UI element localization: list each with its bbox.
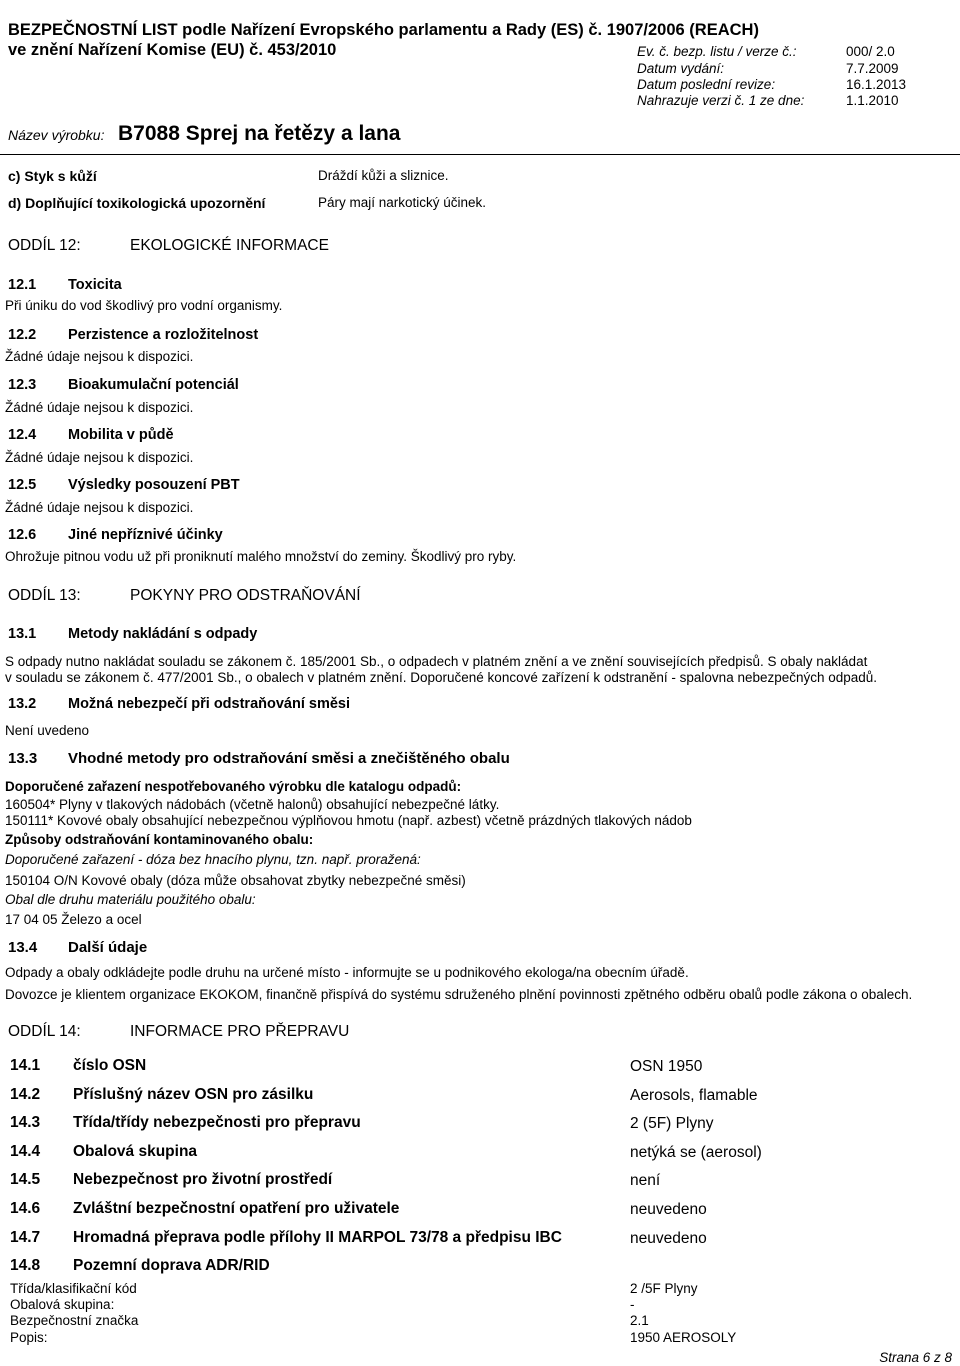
subsection-13-4-line2: Dovozce je klientem organizace EKOKOM, finančně přispívá do systému sdruženého plnění povinnosti zpětného odběru obalů podle zákona o obalech. [5, 987, 913, 1002]
subsection-12-5-num: 12.5 [8, 477, 37, 493]
section-12-title: EKOLOGICKÉ INFORMACE [130, 237, 329, 254]
transport-row-num: 14.6 [10, 1200, 41, 1217]
transport-row-value: neuvedeno [630, 1230, 707, 1247]
section-14-code: ODDÍL 14: [8, 1023, 81, 1040]
meta-label-revision-date: Datum poslední revize: [637, 77, 776, 92]
transport-row-value: neuvedeno [630, 1201, 707, 1218]
adr-label: Obalová skupina: [10, 1297, 115, 1312]
subsection-12-5-text: Žádné údaje nejsou k dispozici. [5, 500, 194, 515]
section-14-title: INFORMACE PRO PŘEPRAVU [130, 1023, 350, 1040]
subsection-12-3-text: Žádné údaje nejsou k dispozici. [5, 400, 194, 415]
meta-label-replaces: Nahrazuje verzi č. 1 ze dne: [637, 93, 805, 108]
subsection-13-1-num: 13.1 [8, 626, 37, 642]
subsection-13-2-text: Není uvedeno [5, 723, 90, 738]
tox-value-skin: Dráždí kůži a sliznice. [318, 168, 449, 183]
subsection-12-5-title: Výsledky posouzení PBT [68, 477, 240, 493]
subsection-13-2-title: Možná nebezpečí při odstraňování směsi [68, 696, 351, 712]
meta-value-version: 000/ 2.0 [846, 44, 895, 59]
adr-value: 2 /5F Plyny [630, 1281, 698, 1296]
product-label: Název výrobku: [8, 127, 105, 143]
adr-value: 2.1 [630, 1313, 649, 1328]
subsection-12-6-text: Ohrožuje pitnou vodu už při proniknutí malého množství do zeminy. Škodlivý pro ryby. [5, 549, 517, 564]
subsection-12-1-title: Toxicita [68, 277, 122, 293]
subsection-13-1-line1: S odpady nutno nakládat souladu se zákonem č. 185/2001 Sb., o odpadech v platném znění a ve znění souvisejících předpisů. S obaly nakládat [5, 654, 868, 669]
transport-row-num: 14.7 [10, 1229, 41, 1246]
adr-label: Třída/klasifikační kód [10, 1281, 137, 1296]
tox-label-skin: c) Styk s kůží [8, 168, 97, 184]
subsection-13-1-line2: v souladu se zákonem č. 477/2001 Sb., o obalech v platném znění. Doporučené koncové zařízení k odstranění - spalovna nebezpečných odpadů. [5, 670, 878, 685]
transport-row-num: 14.1 [10, 1057, 41, 1074]
subsection-13-2-num: 13.2 [8, 696, 37, 712]
contaminated-packaging-note: Doporučené zařazení - dóza bez hnacího plynu, tzn. např. proražená: [5, 852, 421, 867]
transport-row-num: 14.8 [10, 1257, 41, 1274]
transport-row-label: Hromadná přeprava podle přílohy II MARPOL 73/78 a předpisu IBC [73, 1229, 562, 1246]
section-13-code: ODDÍL 13: [8, 587, 81, 604]
adr-value: - [630, 1297, 635, 1312]
subsection-12-1-num: 12.1 [8, 277, 37, 293]
transport-row-label: Pozemní doprava ADR/RID [73, 1257, 270, 1274]
subsection-13-4-num: 13.4 [8, 939, 38, 956]
tox-label-additional: d) Doplňující toxikologická upozornění [8, 195, 266, 211]
transport-row-label: číslo OSN [73, 1057, 147, 1074]
subsection-12-4-num: 12.4 [8, 427, 37, 443]
transport-row-num: 14.5 [10, 1171, 41, 1188]
transport-row-label: Zvláštní bezpečnostní opatření pro uživatele [73, 1200, 400, 1217]
transport-row-label: Obalová skupina [73, 1143, 198, 1160]
document-subtitle: ve znění Nařízení Komise (EU) č. 453/2010 [8, 41, 337, 59]
subsection-12-4-text: Žádné údaje nejsou k dispozici. [5, 450, 194, 465]
transport-row-value: OSN 1950 [630, 1058, 703, 1075]
subsection-12-2-title: Perzistence a rozložitelnost [68, 327, 259, 343]
transport-row-label: Příslušný název OSN pro zásilku [73, 1086, 314, 1103]
waste-code-160504: 160504* Plyny v tlakových nádobách (včetně halonů) obsahující nebezpečné látky. [5, 797, 500, 812]
tox-value-additional: Páry mají narkotický účinek. [318, 195, 487, 210]
header-divider [0, 154, 960, 155]
contaminated-packaging-heading: Způsoby odstraňování kontaminovaného obalu: [5, 832, 314, 847]
subsection-13-3-num: 13.3 [8, 750, 38, 767]
page-number: Strana 6 z 8 [879, 1350, 952, 1365]
transport-row-value: není [630, 1172, 661, 1189]
subsection-13-1-title: Metody nakládání s odpady [68, 626, 258, 642]
transport-row-num: 14.2 [10, 1086, 41, 1103]
subsection-12-4-title: Mobilita v půdě [68, 427, 174, 443]
subsection-12-1-text: Při úniku do vod škodlivý pro vodní organismy. [5, 298, 283, 313]
meta-value-issue-date: 7.7.2009 [846, 61, 899, 76]
transport-row-value: netýká se (aerosol) [630, 1144, 762, 1161]
meta-label-issue-date: Datum vydání: [637, 61, 725, 76]
transport-row-num: 14.4 [10, 1143, 41, 1160]
subsection-12-2-text: Žádné údaje nejsou k dispozici. [5, 349, 194, 364]
section-12-code: ODDÍL 12: [8, 237, 81, 254]
subsection-12-2-num: 12.2 [8, 327, 37, 343]
meta-label-version: Ev. č. bezp. listu / verze č.: [637, 44, 797, 59]
meta-value-replaces: 1.1.2010 [846, 93, 899, 108]
meta-value-revision-date: 16.1.2013 [846, 77, 907, 92]
subsection-12-3-num: 12.3 [8, 377, 37, 393]
section-13-title: POKYNY PRO ODSTRAŇOVÁNÍ [130, 587, 361, 604]
adr-value: 1950 AEROSOLY [630, 1330, 737, 1345]
subsection-12-6-num: 12.6 [8, 527, 37, 543]
subsection-13-3-title: Vhodné metody pro odstraňování směsi a znečištěného obalu [68, 750, 510, 767]
waste-code-150104: 150104 O/N Kovové obaly (dóza může obsahovat zbytky nebezpečné směsi) [5, 873, 466, 888]
transport-row-value: 2 (5F) Plyny [630, 1115, 714, 1132]
transport-row-value: Aerosols, flamable [630, 1087, 758, 1104]
adr-label: Bezpečnostní značka [10, 1313, 139, 1328]
product-name: B7088 Sprej na řetězy a lana [118, 122, 401, 145]
subsection-12-6-title: Jiné nepříznivé účinky [68, 527, 223, 543]
subsection-12-3-title: Bioakumulační potenciál [68, 377, 239, 393]
waste-code-170405: 17 04 05 Železo a ocel [5, 912, 142, 927]
waste-catalog-heading: Doporučené zařazení nespotřebovaného výrobku dle katalogu odpadů: [5, 779, 462, 794]
transport-row-num: 14.3 [10, 1114, 41, 1131]
packaging-material-note: Obal dle druhu materiálu použitého obalu: [5, 892, 256, 907]
transport-row-label: Nebezpečnost pro životní prostředí [73, 1171, 333, 1188]
adr-label: Popis: [10, 1330, 48, 1345]
subsection-13-4-line1: Odpady a obaly odkládejte podle druhu na určené místo - informujte se u podnikového ekologa/na obecním úřadě. [5, 965, 689, 980]
subsection-13-4-title: Další údaje [68, 939, 148, 956]
transport-row-label: Třída/třídy nebezpečnosti pro přepravu [73, 1114, 361, 1131]
document-title: BEZPEČNOSTNÍ LIST podle Nařízení Evropského parlamentu a Rady (ES) č. 1907/2006 (REACH) [8, 21, 759, 39]
waste-code-150111: 150111* Kovové obaly obsahující nebezpečnou výplňovou hmotu (např. azbest) včetně prázdných tlakových nádob [5, 813, 692, 828]
